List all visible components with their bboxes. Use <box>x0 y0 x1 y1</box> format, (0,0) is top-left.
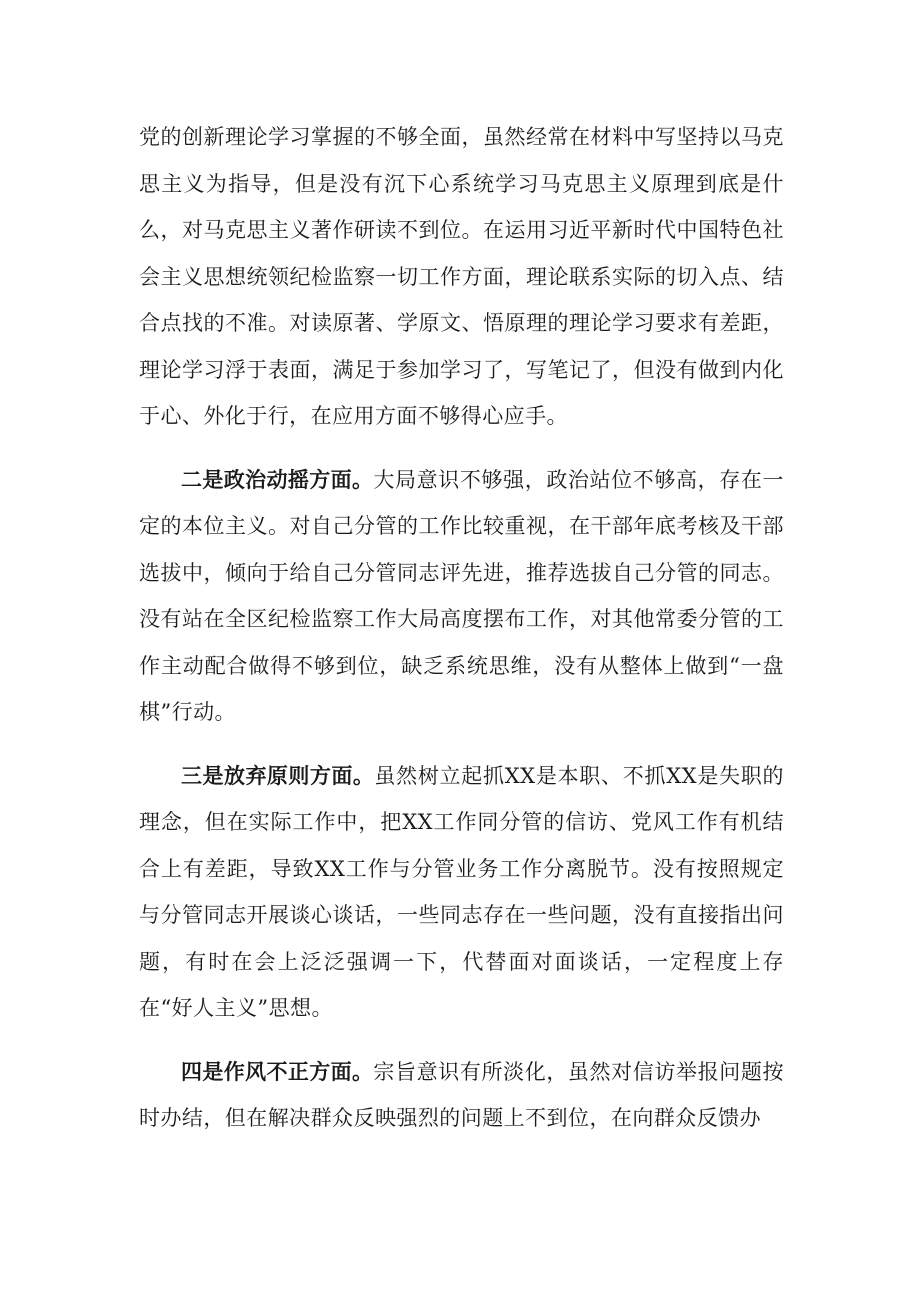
paragraph-political-wavering <box>139 457 784 736</box>
paragraph-abandoning-principles <box>139 753 784 1032</box>
paragraph-text: 大局意识不够强，政治站位不够高，存在一定的本位主义。对自己分管的工作比较重视，在干部年底考核及干部选拔中，倾向于给自己分管同志评先进，推荐选拔自己分管的同志。没有站在全区纪检监察工作大局高度摆布工作，对其他常委分管的工作主动配合做得不够到位，缺乏系统思维，没有从整体上做到“一盘棋”行动。 <box>139 467 784 724</box>
paragraph-text: 宗旨意识有所淡化，虽然对信访举报问题按时办结，但在解决群众反映强烈的问题上不到位，在向群众反馈办 <box>139 1059 784 1130</box>
paragraph-improper-style <box>139 1049 784 1142</box>
paragraph-heading: 三是放弃原则方面。 <box>181 763 375 788</box>
paragraph-text: 党的创新理论学习掌握的不够全面，虽然经常在材料中写坚持以马克思主义为指导，但是没有沉下心系统学习马克思主义原理到底是什么，对马克思主义著作研读不到位。在运用习近平新时代中国特色社会主义思想统领纪检监察一切工作方面，理论联系实际的切入点、结合点找的不准。对读原著、学原文、悟原理的理论学习要求有差距，理论学习浮于表面，满足于参加学习了，写笔记了，但没有做到内化于心、外化于行，在应用方面不够得心应手。 <box>139 125 784 428</box>
paragraph-text: 虽然树立起抓XX是本职、不抓XX是失职的理念，但在实际工作中，把XX工作同分管的信访、党风工作有机结合上有差距，导致XX工作与分管业务工作分离脱节。没有按照规定与分管同志开展谈心谈话，一些同志存在一些问题，没有直接指出问题，有时在会上泛泛强调一下，代替面对面谈话，一定程度上存在“好人主义”思想。 <box>139 763 784 1020</box>
document-body <box>139 114 784 1142</box>
paragraph-heading: 二是政治动摇方面。 <box>181 467 374 492</box>
paragraph-heading: 四是作风不正方面。 <box>181 1059 374 1084</box>
paragraph-theory-study <box>139 114 784 440</box>
